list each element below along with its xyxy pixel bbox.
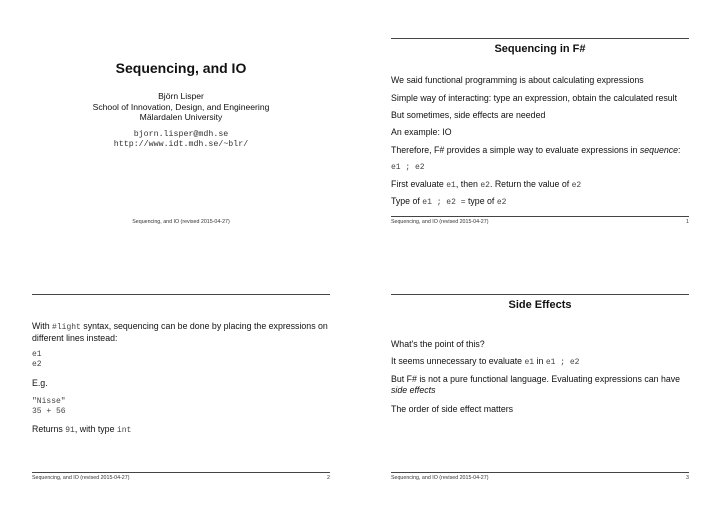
bottom-rule	[391, 472, 689, 473]
text: It seems unnecessary to evaluate	[391, 356, 525, 366]
slide-side-effects	[391, 291, 689, 491]
inline-code: e1	[524, 358, 535, 367]
code-line: e1	[32, 350, 42, 359]
slide-title: Side Effects	[508, 299, 572, 311]
inline-code: e1 ; e2 =	[422, 198, 466, 207]
slide-light-syntax	[32, 291, 330, 491]
inline-code: #light	[52, 323, 81, 332]
emphasis: sequence	[639, 145, 679, 155]
paragraph	[391, 196, 689, 208]
text: Returns	[32, 424, 66, 434]
university-name: Mälardalen University	[139, 112, 223, 122]
author-url: http://www.idt.mdh.se/~blr/	[113, 140, 249, 149]
inline-code: int	[116, 426, 132, 435]
inline-code: e2	[480, 181, 490, 190]
paragraph	[391, 145, 689, 156]
page-number: 3	[686, 475, 689, 481]
inline-code: 91	[65, 426, 75, 435]
footer-text: Sequencing, and IO (revised 2015-04-27)	[132, 219, 230, 225]
text: With	[32, 321, 53, 331]
school-name: School of Innovation, Design, and Engineering	[92, 102, 270, 112]
code-line: 35 + 56	[32, 407, 66, 416]
code-line: e2	[32, 360, 42, 369]
inline-code: e2	[571, 181, 582, 190]
paragraph	[391, 179, 689, 191]
footer-text: Sequencing, and IO (revised 2015-04-27)	[32, 475, 130, 481]
code-block: e1 ; e2	[391, 163, 425, 172]
text: syntax, sequencing can be done by placing the expressions on different lines instead:	[32, 321, 328, 343]
text: :	[678, 145, 681, 155]
inline-code: e1	[446, 181, 456, 190]
paragraph: The order of side effect matters	[391, 404, 514, 414]
slide-title: Sequencing in F#	[494, 43, 586, 55]
paragraph: E.g.	[32, 378, 48, 388]
paragraph	[32, 424, 330, 436]
paragraph	[391, 356, 689, 368]
slide-footer	[32, 219, 330, 225]
emphasis: side effects	[391, 385, 436, 395]
paragraph	[391, 385, 689, 396]
slide-footer	[391, 219, 689, 225]
paragraph: We said functional programming is about calculating expressions	[391, 75, 644, 85]
author-email: bjorn.lisper@mdh.se	[133, 130, 229, 139]
paragraph: Simple way of interacting: type an expression, obtain the calculated result	[391, 93, 678, 103]
text: . Return the value of	[489, 179, 572, 189]
page-number: 1	[686, 219, 689, 225]
text: First evaluate	[391, 179, 447, 189]
paragraph: But sometimes, side effects are needed	[391, 110, 546, 120]
text: Type of	[391, 196, 423, 206]
slide-footer	[32, 475, 330, 481]
presentation-title: Sequencing, and IO	[115, 60, 247, 76]
paragraph: An example: IO	[391, 127, 452, 137]
code-line: "Nisse"	[32, 397, 66, 406]
paragraph: What's the point of this?	[391, 339, 485, 349]
text: Therefore, F# provides a simple way to evaluate expressions in	[391, 145, 640, 155]
paragraph	[32, 321, 330, 344]
bottom-rule	[391, 216, 689, 217]
text: in	[534, 356, 546, 366]
footer-text: Sequencing, and IO (revised 2015-04-27)	[391, 475, 489, 481]
author-name: Björn Lisper	[158, 91, 204, 101]
inline-code: e2	[496, 198, 507, 207]
page-number: 2	[327, 475, 330, 481]
footer-text: Sequencing, and IO (revised 2015-04-27)	[391, 219, 489, 225]
slide-footer	[391, 475, 689, 481]
slide-sequencing-in-fsharp	[391, 35, 689, 235]
text: type of	[465, 196, 497, 206]
top-rule	[391, 38, 689, 39]
top-rule	[32, 294, 330, 295]
text: , then	[455, 179, 481, 189]
title-slide	[32, 35, 330, 235]
top-rule	[391, 294, 689, 295]
bottom-rule	[32, 472, 330, 473]
text: , with type	[74, 424, 117, 434]
inline-code: e1 ; e2	[545, 358, 580, 367]
paragraph: But F# is not a pure functional language. Evaluating expressions can have	[391, 374, 681, 384]
